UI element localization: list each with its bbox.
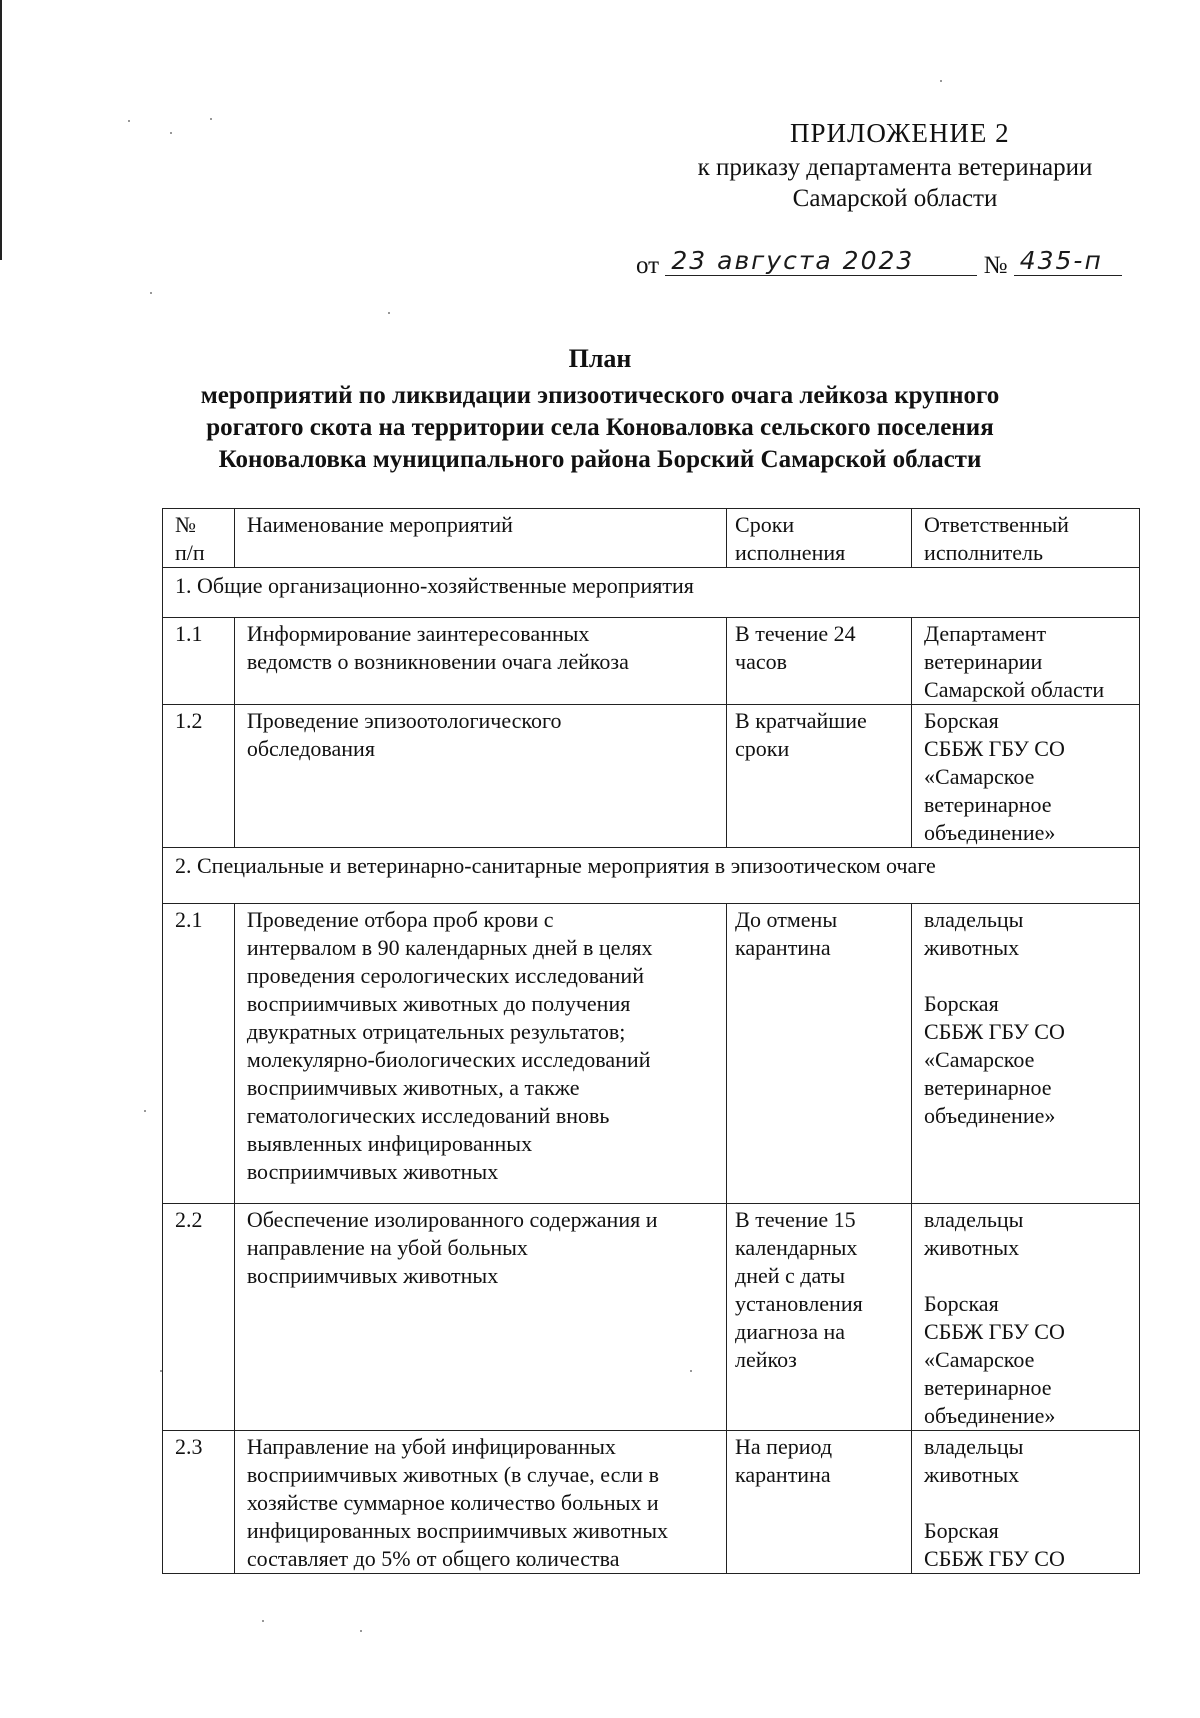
- table-row: [163, 904, 1140, 1204]
- text-line: владельцы: [924, 1207, 1024, 1232]
- text-line: интервалом в 90 календарных дней в целях: [246, 935, 653, 960]
- text-line: сроки: [735, 736, 790, 761]
- row-num: 2.3: [163, 1431, 235, 1574]
- text-line: Борская: [924, 708, 999, 733]
- text-line: восприимчивых животных: [246, 1159, 499, 1184]
- row-responsible: [912, 1431, 1140, 1574]
- scan-speck: [690, 1370, 692, 1372]
- text-line: В течение 24: [735, 621, 856, 646]
- plan-subtitle: [120, 380, 1080, 476]
- text-line: направление на убой больных: [246, 1235, 528, 1260]
- text-line: дней с даты: [735, 1263, 846, 1288]
- text-line: ведомств о возникновении очага лейкоза: [246, 649, 629, 674]
- text-line: молекулярно-биологических исследований: [246, 1047, 651, 1072]
- subtitle-line: рогатого скота на территории села Коноваловка сельского поселения: [206, 414, 994, 441]
- text-line: владельцы: [924, 907, 1024, 932]
- text-line: диагноза на: [735, 1319, 846, 1344]
- row-name: [234, 904, 726, 1204]
- text-line: Борская: [924, 991, 999, 1016]
- scan-speck: [128, 120, 130, 122]
- text-line: животных: [924, 935, 1020, 960]
- header-name: Наименование мероприятий: [234, 509, 726, 568]
- scan-speck: [388, 312, 390, 314]
- text-line: установления: [735, 1291, 863, 1316]
- text-line: лейкоз: [735, 1347, 797, 1372]
- text-line: ветеринарное: [924, 1075, 1052, 1100]
- row-deadline: [727, 618, 912, 705]
- text-line: обследования: [246, 736, 375, 761]
- text-line: Департамент: [924, 621, 1047, 646]
- spacer: [924, 1262, 1135, 1290]
- text-line: составляет до 5% от общего количества: [246, 1546, 620, 1571]
- appendix-line: к приказу департамента ветеринарии: [697, 154, 1093, 181]
- row-name: [234, 618, 726, 705]
- text-line: двукратных отрицательных результатов;: [246, 1019, 626, 1044]
- text-line: объединение»: [924, 1103, 1056, 1128]
- text-line: восприимчивых животных, а также: [246, 1075, 580, 1100]
- text-line: животных: [924, 1235, 1020, 1260]
- order-date-handwritten: 23 августа 2023: [665, 246, 977, 276]
- text-line: «Самарское: [924, 764, 1035, 789]
- text-line: карантина: [735, 1462, 831, 1487]
- row-responsible: [912, 705, 1140, 848]
- order-number-handwritten: 435-п: [1014, 246, 1122, 276]
- text-line: В кратчайшие: [735, 708, 867, 733]
- text-line: СББЖ ГБУ СО: [924, 1019, 1065, 1044]
- plan-title: План: [568, 344, 632, 373]
- text-line: часов: [735, 649, 788, 674]
- text-line: Проведение отбора проб крови с: [246, 907, 554, 932]
- row-deadline: [727, 1204, 912, 1431]
- row-name: [234, 1431, 726, 1574]
- scan-edge-line: [0, 0, 2, 260]
- header-deadline: [727, 509, 912, 568]
- text-line: инфицированных восприимчивых животных: [246, 1518, 669, 1543]
- text-line: ветеринарии: [924, 649, 1043, 674]
- text-line: животных: [924, 1462, 1020, 1487]
- text-line: Борская: [924, 1518, 999, 1543]
- header-num: [163, 509, 235, 568]
- text-line: хозяйстве суммарное количество больных и: [246, 1490, 659, 1515]
- scan-speck: [144, 1110, 146, 1112]
- table-header-row: [163, 509, 1140, 568]
- spacer: [924, 962, 1135, 990]
- text-line: Самарской области: [924, 677, 1105, 702]
- section-row: [163, 848, 1140, 904]
- header-deadline-line: Сроки: [735, 512, 795, 537]
- text-line: восприимчивых животных (в случае, если в: [246, 1462, 659, 1487]
- row-num: 1.1: [163, 618, 235, 705]
- header-responsible-line: исполнитель: [924, 540, 1043, 565]
- row-name: [234, 1204, 726, 1431]
- text-line: Обеспечение изолированного содержания и: [246, 1207, 658, 1232]
- text-line: Проведение эпизоотологического: [246, 708, 562, 733]
- order-number-prefix: №: [983, 252, 1008, 279]
- scan-speck: [160, 1370, 162, 1372]
- text-line: карантина: [735, 935, 831, 960]
- text-line: гематологических исследований вновь: [246, 1103, 610, 1128]
- order-prefix: от: [636, 252, 660, 279]
- text-line: ветеринарное: [924, 792, 1052, 817]
- section-title: 1. Общие организационно-хозяйственные мероприятия: [163, 568, 1140, 618]
- header-responsible: [912, 509, 1140, 568]
- section-row: [163, 568, 1140, 618]
- subtitle-line: Коноваловка муниципального района Борский Самарской области: [218, 446, 982, 473]
- text-line: восприимчивых животных: [246, 1263, 499, 1288]
- appendix-line: Самарской области: [792, 185, 998, 212]
- appendix-reference: [660, 152, 1130, 214]
- text-line: «Самарское: [924, 1347, 1035, 1372]
- row-num: 1.2: [163, 705, 235, 848]
- header-deadline-line: исполнения: [735, 540, 846, 565]
- text-line: СББЖ ГБУ СО: [924, 736, 1065, 761]
- text-line: проведения серологических исследований: [246, 963, 644, 988]
- header-num-line: №: [175, 512, 196, 537]
- text-line: На период: [735, 1434, 833, 1459]
- spacer: [924, 1489, 1135, 1517]
- text-line: «Самарское: [924, 1047, 1035, 1072]
- row-num: 2.2: [163, 1204, 235, 1431]
- plan-table: [162, 508, 1140, 1574]
- table-row: [163, 618, 1140, 705]
- scan-speck: [940, 80, 942, 82]
- scan-speck: [170, 132, 172, 134]
- section-title: 2. Специальные и ветеринарно-санитарные мероприятия в эпизоотическом очаге: [163, 848, 1140, 904]
- text-line: выявленных инфицированных: [246, 1131, 533, 1156]
- subtitle-line: мероприятий по ликвидации эпизоотического очага лейкоза крупного: [200, 382, 1000, 409]
- text-line: объединение»: [924, 1403, 1056, 1428]
- row-deadline: [727, 705, 912, 848]
- row-name: [234, 705, 726, 848]
- scan-speck: [150, 292, 152, 294]
- text-line: До отмены: [735, 907, 838, 932]
- text-line: Направление на убой инфицированных: [246, 1434, 616, 1459]
- row-deadline: [727, 904, 912, 1204]
- text-line: владельцы: [924, 1434, 1024, 1459]
- row-deadline: [727, 1431, 912, 1574]
- order-reference: [636, 246, 1122, 280]
- table-row: [163, 705, 1140, 848]
- appendix-label: ПРИЛОЖЕНИЕ 2: [790, 118, 1010, 148]
- table-row: [163, 1204, 1140, 1431]
- table-row: [163, 1431, 1140, 1574]
- text-line: СББЖ ГБУ СО: [924, 1546, 1065, 1571]
- row-responsible: [912, 904, 1140, 1204]
- text-line: Борская: [924, 1291, 999, 1316]
- text-line: Информирование заинтересованных: [246, 621, 590, 646]
- scan-speck: [210, 118, 212, 120]
- scan-speck: [360, 1630, 362, 1632]
- text-line: объединение»: [924, 820, 1056, 845]
- text-line: В течение 15: [735, 1207, 856, 1232]
- row-num: 2.1: [163, 904, 235, 1204]
- scan-speck: [262, 1620, 264, 1622]
- text-line: восприимчивых животных до получения: [246, 991, 631, 1016]
- row-responsible: [912, 1204, 1140, 1431]
- row-responsible: [912, 618, 1140, 705]
- header-responsible-line: Ответственный: [924, 512, 1069, 537]
- text-line: ветеринарное: [924, 1375, 1052, 1400]
- header-num-line: п/п: [175, 540, 205, 565]
- text-line: календарных: [735, 1235, 858, 1260]
- text-line: СББЖ ГБУ СО: [924, 1319, 1065, 1344]
